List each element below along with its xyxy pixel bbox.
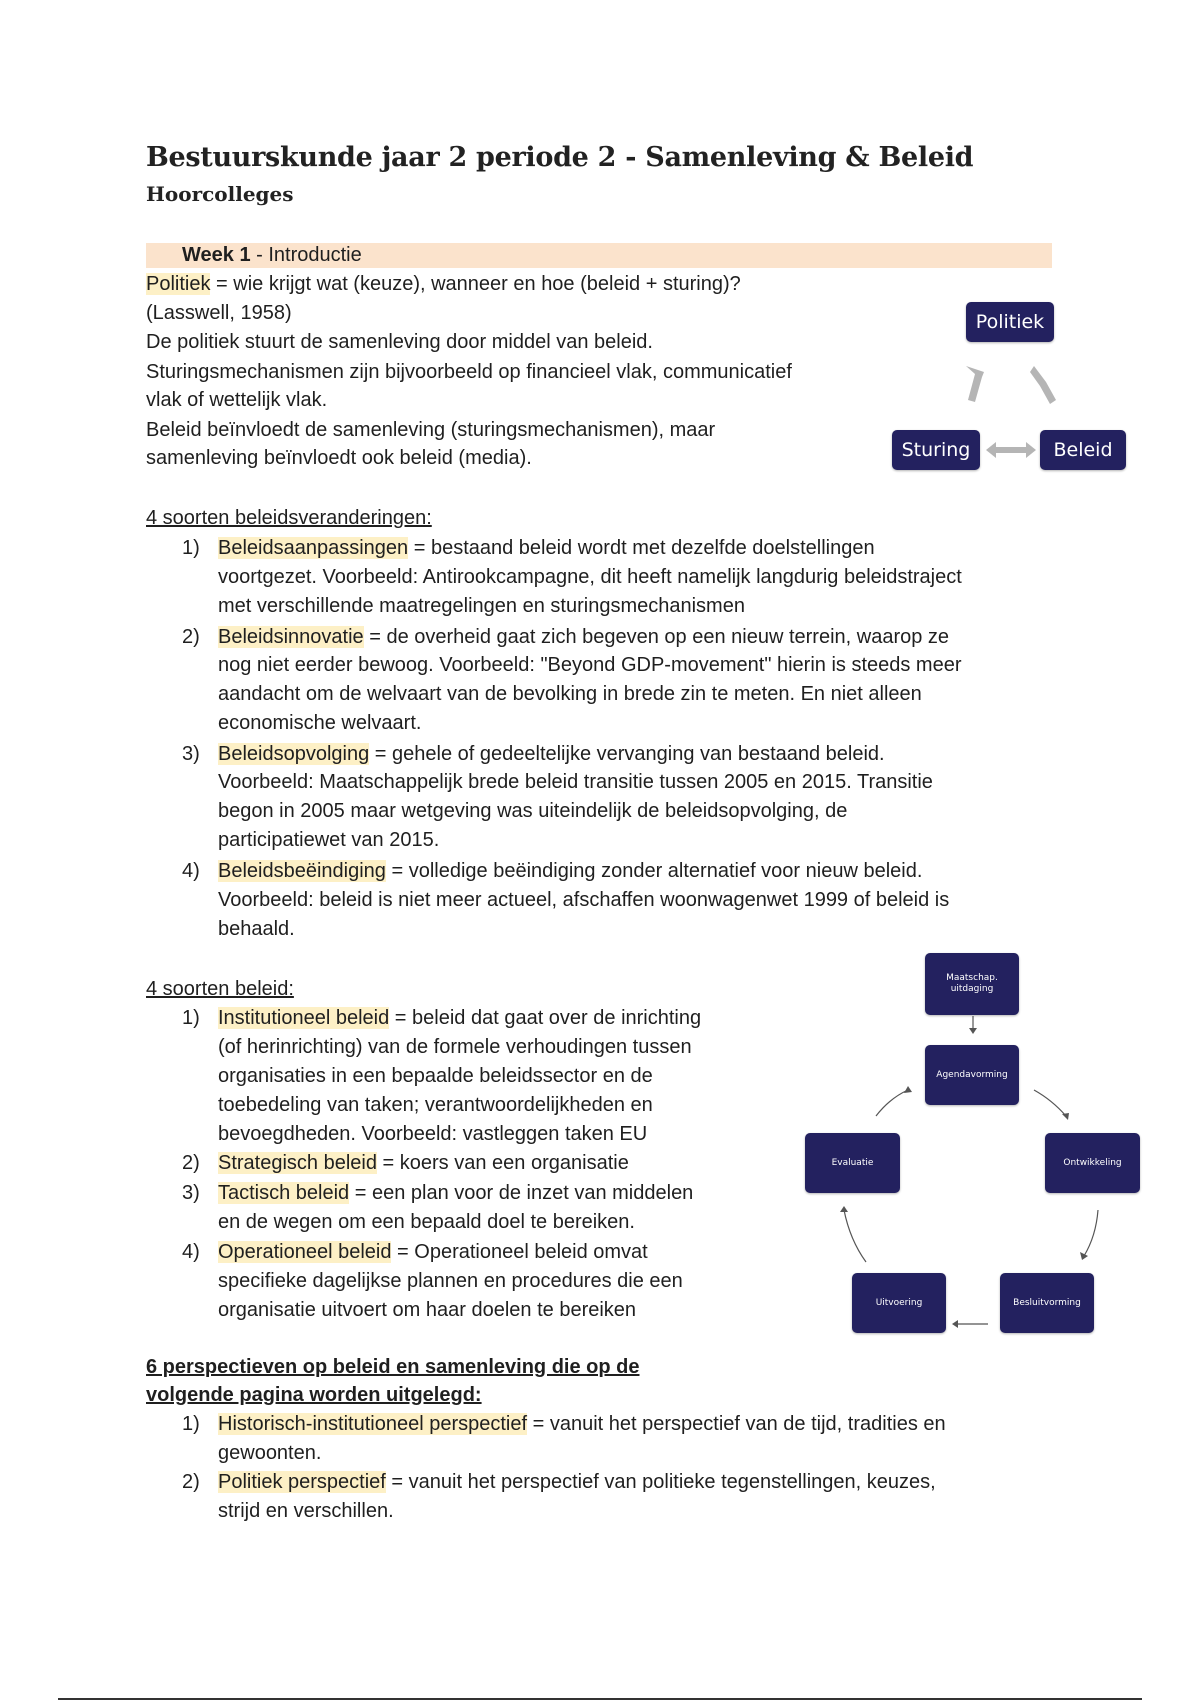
types-item-1-line-5: bevoegdheden. Voorbeeld: vastleggen taken EU — [218, 1123, 648, 1145]
changes-item-3-line-1: Beleidsopvolging = gehele of gedeeltelijke vervanging van bestaand beleid. — [218, 743, 885, 765]
changes-item-2-line-2: nog niet eerder bewoog. Voorbeeld: "Beyond GDP-movement" hierin is steeds meer — [218, 654, 962, 676]
page-subtitle: Hoorcolleges — [146, 182, 294, 206]
perspectives-item-2-line-2: strijd en verschillen. — [218, 1500, 394, 1522]
changes-item-1-line-1: Beleidsaanpassingen = bestaand beleid wordt met dezelfde doelstellingen — [218, 537, 875, 559]
diagram1-arrows — [966, 366, 1056, 458]
types-item-4-line-1: Operationeel beleid = Operationeel beleid omvat — [218, 1241, 648, 1263]
diagram-node-sturing: Sturing — [892, 430, 980, 470]
changes-item-4-line-3: behaald. — [218, 918, 295, 940]
changes-item-3-line-2: Voorbeeld: Maatschappelijk brede beleid transitie tussen 2005 en 2015. Transitie — [218, 771, 933, 793]
term-beleidsbeeindiging: Beleidsbeëindiging — [218, 860, 386, 882]
perspectives-num-1: 1) — [182, 1413, 200, 1435]
term-beleidsaanpassingen: Beleidsaanpassingen — [218, 537, 409, 559]
cycle-node-besluitvorming: Besluitvorming — [1000, 1273, 1094, 1333]
changes-num-2: 2) — [182, 626, 200, 648]
arrow-sturing-to-politiek — [966, 366, 984, 402]
intro-line-6: Beleid beïnvloedt de samenleving (sturingsmechanismen), maar — [146, 419, 716, 441]
types-item-4-line-2: specifieke dagelijkse plannen en procedures die een — [218, 1270, 683, 1292]
cycle-node-uitvoering: Uitvoering — [852, 1273, 946, 1333]
perspectives-heading-line-1: 6 perspectieven op beleid en samenleving die op de — [146, 1356, 640, 1378]
term-institutioneel-beleid: Institutioneel beleid — [218, 1007, 390, 1029]
types-num-2: 2) — [182, 1152, 200, 1174]
perspectives-heading-line-2: volgende pagina worden uitgelegd: — [146, 1384, 482, 1406]
cycle-node-evaluatie: Evaluatie — [805, 1133, 900, 1193]
changes-item-1-line-2: voortgezet. Voorbeeld: Antirookcampagne, dit heeft namelijk langdurig beleidstraject — [218, 566, 962, 588]
term-strategisch-beleid: Strategisch beleid — [218, 1152, 377, 1174]
cycle-node-agendavorming: Agendavorming — [925, 1045, 1019, 1105]
changes-item-2-line-1: Beleidsinnovatie = de overheid gaat zich begeven op een nieuw terrein, waarop ze — [218, 626, 950, 648]
term-beleidsopvolging: Beleidsopvolging — [218, 743, 370, 765]
page-title: Bestuurskunde jaar 2 periode 2 - Samenleving & Beleid — [146, 142, 974, 173]
week-label: Week 1 — [182, 244, 251, 266]
changes-item-2-line-3: aandacht om de welvaart van de bevolking in brede zin te meten. En niet alleen — [218, 683, 922, 705]
types-item-3-line-1: Tactisch beleid = een plan voor de inzet van middelen — [218, 1182, 694, 1204]
types-item-2-line-1: Strategisch beleid = koers van een organisatie — [218, 1152, 629, 1174]
types-item-1-line-1: Institutioneel beleid = beleid dat gaat over de inrichting — [218, 1007, 702, 1029]
arrow-sturing-beleid — [986, 442, 1036, 458]
types-item-3-line-2: en de wegen om een bepaald doel te bereiken. — [218, 1211, 635, 1233]
arrow-agenda-to-ontwikkeling — [1034, 1090, 1066, 1116]
changes-item-1-line-3: met verschillende maatregelingen en sturingsmechanismen — [218, 595, 745, 617]
term-tactisch-beleid: Tactisch beleid — [218, 1182, 350, 1204]
intro-line-1: Politiek = wie krijgt wat (keuze), wanneer en hoe (beleid + sturing)? — [146, 273, 741, 295]
changes-item-3-line-3: begon in 2005 maar wetgeving was uiteindelijk de beleidsopvolging, de — [218, 800, 848, 822]
term-historisch-institutioneel: Historisch-institutioneel perspectief — [218, 1413, 528, 1435]
intro-line-4: Sturingsmechanismen zijn bijvoorbeeld op financieel vlak, communicatief — [146, 361, 792, 383]
week-topic: - Introductie — [250, 244, 362, 266]
diagram-node-beleid: Beleid — [1040, 430, 1126, 470]
types-num-3: 3) — [182, 1182, 200, 1204]
changes-num-1: 1) — [182, 537, 200, 559]
term-politiek: Politiek — [146, 273, 211, 295]
term-beleidsinnovatie: Beleidsinnovatie — [218, 626, 364, 648]
types-num-1: 1) — [182, 1007, 200, 1029]
perspectives-num-2: 2) — [182, 1471, 200, 1493]
term-operationeel-beleid: Operationeel beleid — [218, 1241, 392, 1263]
perspectives-item-2-line-1: Politiek perspectief = vanuit het perspectief van politieke tegenstellingen, keuzes, — [218, 1471, 936, 1493]
cycle-node-ontwikkeling: Ontwikkeling — [1045, 1133, 1140, 1193]
perspectives-item-1-line-2: gewoonten. — [218, 1442, 322, 1464]
types-num-4: 4) — [182, 1241, 200, 1263]
intro-line-7: samenleving beïnvloedt ook beleid (media). — [146, 447, 532, 469]
types-item-4-line-3: organisatie uitvoert om haar doelen te bereiken — [218, 1299, 637, 1321]
arrow-ontwikkeling-to-besluit — [1084, 1210, 1098, 1256]
changes-item-3-line-4: participatiewet van 2015. — [218, 829, 440, 851]
changes-heading: 4 soorten beleidsveranderingen: — [146, 507, 432, 529]
diagram-node-politiek: Politiek — [966, 302, 1054, 342]
intro-line-2: (Lasswell, 1958) — [146, 302, 292, 324]
intro-line-3: De politiek stuurt de samenleving door middel van beleid. — [146, 331, 653, 353]
intro-line-5: vlak of wettelijk vlak. — [146, 389, 328, 411]
perspectives-item-1-line-1: Historisch-institutioneel perspectief = vanuit het perspectief van de tijd, tradities en — [218, 1413, 946, 1435]
changes-num-3: 3) — [182, 743, 200, 765]
arrow-politiek-to-beleid — [1030, 366, 1056, 404]
changes-item-2-line-4: economische welvaart. — [218, 712, 422, 734]
changes-item-4-line-1: Beleidsbeëindiging = volledige beëindiging zonder alternatief voor nieuw beleid. — [218, 860, 923, 882]
cycle-node-maatschappelijke-uitdaging: Maatschap. uitdaging — [925, 953, 1019, 1015]
types-item-1-line-4: toebedeling van taken; verantwoordelijkheden en — [218, 1094, 653, 1116]
arrow-evaluatie-to-agenda — [876, 1090, 908, 1116]
changes-num-4: 4) — [182, 860, 200, 882]
types-heading: 4 soorten beleid: — [146, 978, 294, 1000]
types-item-1-line-2: (of herinrichting) van de formele verhoudingen tussen — [218, 1036, 692, 1058]
types-item-1-line-3: organisaties in een bepaalde beleidssector en de — [218, 1065, 653, 1087]
arrow-uitvoering-to-evaluatie — [844, 1210, 866, 1262]
term-politiek-perspectief: Politiek perspectief — [218, 1471, 386, 1493]
changes-item-4-line-2: Voorbeeld: beleid is niet meer actueel, afschaffen woonwagenwet 1999 of beleid is — [218, 889, 950, 911]
